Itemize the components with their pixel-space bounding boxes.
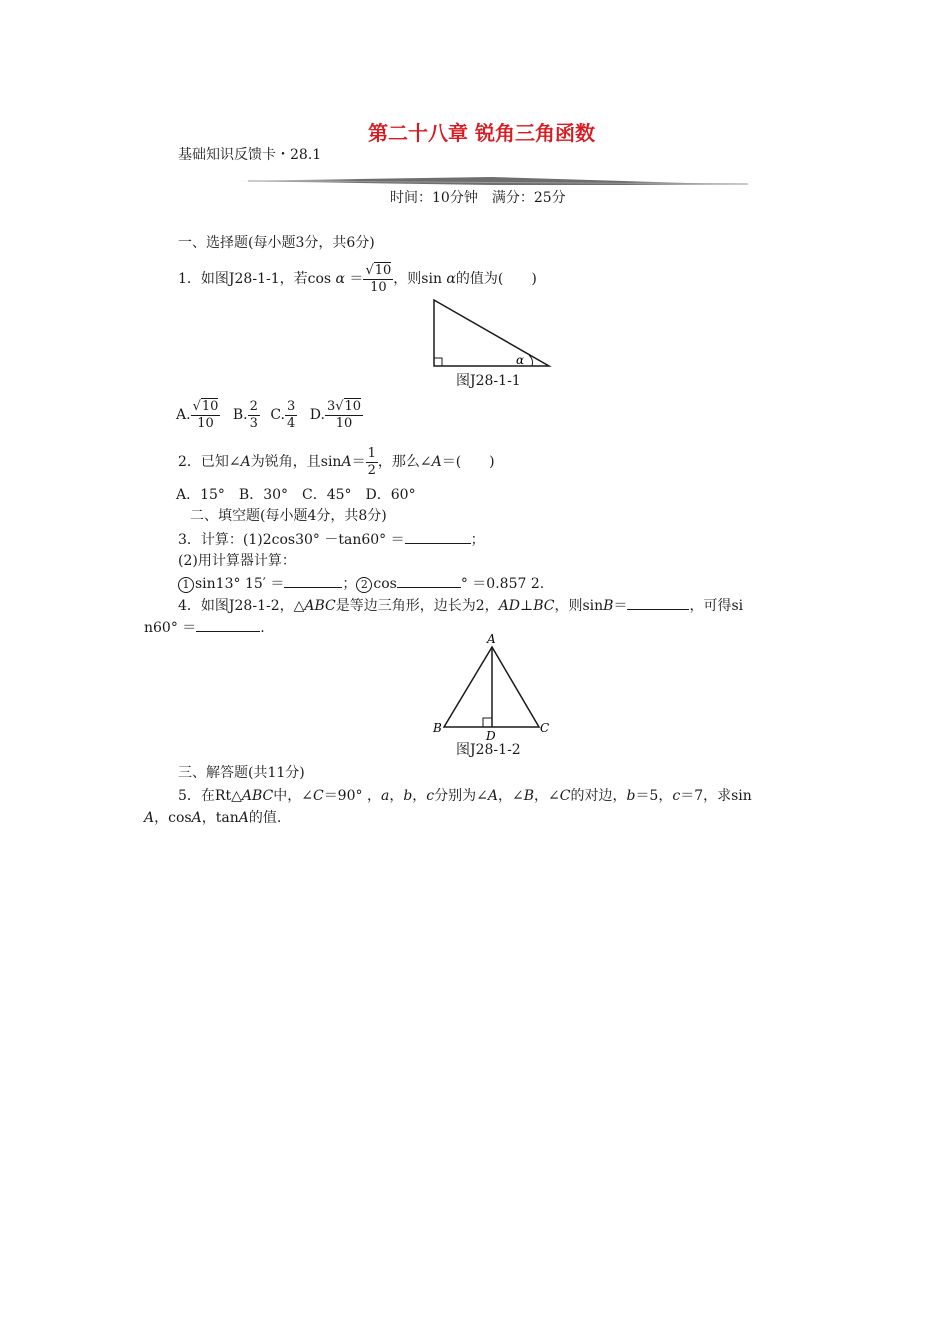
figure-j28-1-1 [428, 296, 556, 372]
header-divider [228, 174, 756, 188]
right-angle-mark-d [483, 718, 492, 727]
q1-options [176, 394, 363, 436]
question-5-line2: A，cosA，tanA的值. [144, 810, 282, 826]
question-4-line2: n60° ＝ . [144, 620, 265, 636]
subtitle: 基础知识反馈卡・28.1 [178, 147, 322, 163]
section1-heading: 一、选择题(每小题3分，共6分) [178, 235, 375, 251]
question-1 [178, 258, 537, 300]
right-triangle [434, 300, 549, 366]
question-3-line1: 3．计算：(1)2cos30° －tan60° ＝ ； [178, 532, 485, 548]
circled-2: 2 [356, 577, 372, 593]
question-5-line1: 5．在Rt△ABC中，∠C＝90° ，a，b，c分别为∠A，∠B，∠C的对边，b＝5，c＝7，求sin [178, 788, 752, 804]
q1-alpha: α [335, 271, 345, 287]
q4-blank-1[interactable] [627, 596, 689, 610]
q4-blank-2[interactable] [196, 618, 260, 632]
question-3-line3: 1 sin13° 15′ ＝ ； 2 cos ° ＝0.857 2. [178, 574, 544, 593]
option-d: D. $\frac{3√10}{10}$ [309, 398, 362, 431]
q1-frac-den: 10 [370, 279, 387, 295]
q1-frac-num: 10 [374, 262, 392, 278]
angle-alpha-label: α [516, 353, 525, 367]
q1-eq: ＝ [344, 271, 364, 287]
vertex-b-label: B [433, 721, 442, 735]
q1-suffix-2: 的值为( ) [455, 271, 537, 287]
question-2: 2．已知∠A为锐角，且sinA＝ $\frac{1}{2}$ ，那么∠A＝( ) [178, 445, 495, 478]
q1-prefix: 1．如图J28-1-1，若cos [178, 271, 336, 287]
page-title: 第二十八章 锐角三角函数 [368, 121, 595, 145]
question-3-line2: (2)用计算器计算： [178, 553, 296, 569]
q3-blank-2[interactable] [284, 574, 342, 588]
figure-j28-1-2 [428, 630, 554, 742]
circled-1: 1 [178, 577, 194, 593]
q2-fraction: $\frac{1}{2}$ [367, 445, 376, 478]
q2-options: A．15° B．30° C．45° D．60° [176, 487, 416, 503]
q1-suffix: ，则sin [393, 271, 447, 287]
q3-blank-1[interactable] [405, 530, 471, 544]
q3-blank-3[interactable] [397, 574, 461, 588]
vertex-c-label: C [540, 721, 550, 735]
section2-heading: 二、填空题(每小题4分，共8分) [190, 508, 387, 524]
figure-2-caption: 图J28-1-2 [456, 742, 521, 758]
figure-1-caption: 图J28-1-1 [456, 373, 521, 389]
time-info: 时间：10分钟 满分：25分 [390, 190, 566, 206]
q1-alpha-2: α [446, 271, 456, 287]
q1-fraction: $\frac{√10}{10}$ [365, 262, 392, 295]
option-b: B. $\frac{2}{3}$ [232, 398, 258, 431]
right-angle-mark [434, 358, 442, 366]
section3-heading: 三、解答题(共11分) [178, 765, 305, 781]
vertex-a-label: A [487, 632, 496, 646]
question-4-line1: 4．如图J28-1-2，△ABC是等边三角形，边长为2，AD⊥BC，则sinB＝ ，可得si [178, 598, 744, 614]
option-a: A. $\frac{√10}{10}$ [176, 398, 219, 431]
point-d-label: D [486, 729, 496, 742]
option-c: C. $\frac{3}{4}$ [270, 398, 296, 431]
